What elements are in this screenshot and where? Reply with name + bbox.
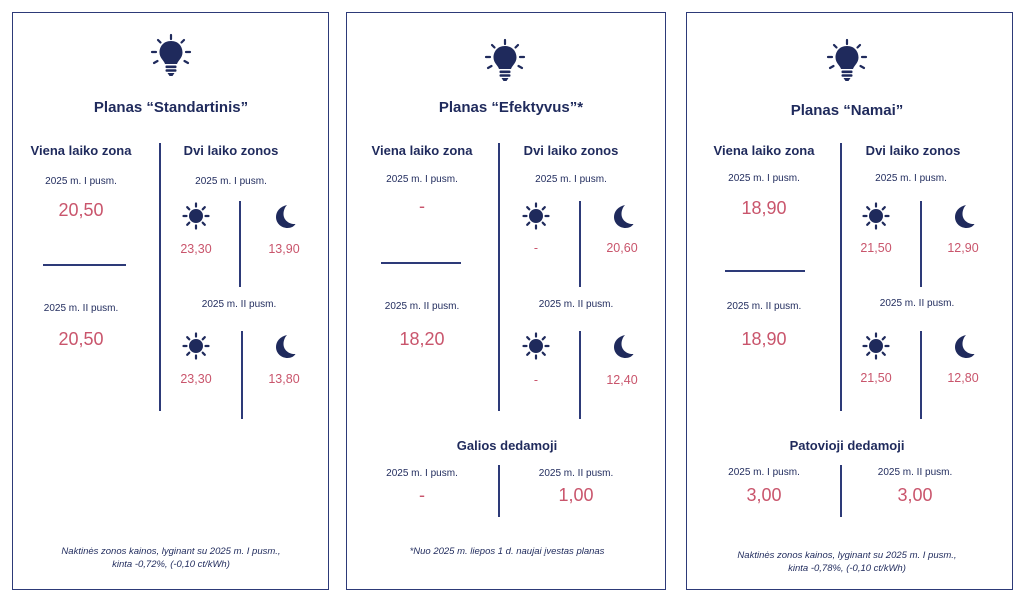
- component-price: 3,00: [897, 485, 933, 505]
- period-separator: [43, 264, 126, 266]
- two-zone-heading: Dvi laiko zonos: [183, 143, 279, 158]
- one-zone-price: 20,50: [58, 329, 104, 349]
- sun-icon: [862, 202, 890, 230]
- period-separator: [381, 262, 461, 264]
- note-line: Naktinės zonos kainos, lyginant su 2025 m. I pusm.,: [61, 546, 281, 557]
- column-divider: [159, 143, 161, 411]
- plan-title: Planas “Namai”: [790, 102, 904, 119]
- night-price: 12,90: [947, 241, 979, 255]
- component-divider: [498, 465, 500, 517]
- day-night-divider: [920, 331, 922, 419]
- period-label: 2025 m. I pusm.: [386, 468, 458, 479]
- period-label: 2025 m. II pusm.: [877, 467, 953, 478]
- day-price: -: [533, 241, 539, 255]
- plan-title: Planas “Standartinis”: [93, 99, 249, 116]
- period-label: 2025 m. II pusm.: [43, 303, 119, 314]
- night-price: 12,80: [947, 371, 979, 385]
- moon-icon: [949, 332, 977, 360]
- price-change-note: [692, 549, 1002, 575]
- lightbulb-icon: [825, 38, 869, 82]
- component-price: 1,00: [558, 485, 594, 505]
- one-zone-heading: Viena laiko zona: [30, 143, 132, 158]
- day-price: 23,30: [180, 242, 212, 256]
- plan-card-namai: [686, 12, 1013, 590]
- period-separator: [725, 270, 805, 272]
- day-night-divider: [239, 201, 241, 287]
- two-zone-heading: Dvi laiko zonos: [523, 143, 619, 158]
- sun-icon: [862, 332, 890, 360]
- one-zone-price: 18,90: [741, 198, 787, 218]
- plan-title: Planas “Efektyvus”*: [438, 99, 584, 116]
- period-label: 2025 m. I pusm.: [535, 174, 607, 185]
- lightbulb-icon: [149, 33, 193, 77]
- moon-icon: [608, 202, 636, 230]
- column-divider: [840, 143, 842, 411]
- night-price: 13,90: [268, 242, 300, 256]
- day-price: 21,50: [860, 241, 892, 255]
- one-zone-price: 18,90: [741, 329, 787, 349]
- day-price: -: [533, 373, 539, 387]
- component-price: 3,00: [746, 485, 782, 505]
- moon-icon: [949, 202, 977, 230]
- note-line: kinta -0,72%, (-0,10 ct/kWh): [112, 559, 230, 570]
- period-label: 2025 m. II pusm.: [538, 468, 614, 479]
- plan-card-standartinis: [12, 12, 329, 590]
- note-line: Naktinės zonos kainos, lyginant su 2025 m. I pusm.,: [737, 550, 957, 561]
- one-zone-heading: Viena laiko zona: [371, 143, 473, 158]
- price-change-note: [21, 545, 321, 571]
- day-price: 21,50: [860, 371, 892, 385]
- day-night-divider: [241, 331, 243, 419]
- period-label: 2025 m. I pusm.: [728, 467, 800, 478]
- moon-icon: [270, 202, 298, 230]
- moon-icon: [608, 332, 636, 360]
- period-label: 2025 m. II pusm.: [384, 301, 460, 312]
- period-label: 2025 m. I pusm.: [45, 176, 117, 187]
- plan-card-efektyvus: [346, 12, 666, 590]
- sun-icon: [522, 202, 550, 230]
- period-label: 2025 m. II pusm.: [726, 301, 802, 312]
- footnote: [357, 545, 657, 558]
- sun-icon: [182, 202, 210, 230]
- day-night-divider: [579, 331, 581, 419]
- sun-icon: [182, 332, 210, 360]
- period-label: 2025 m. II pusm.: [879, 298, 955, 309]
- column-divider: [498, 143, 500, 411]
- day-night-divider: [920, 201, 922, 287]
- period-label: 2025 m. II pusm.: [538, 299, 614, 310]
- component-heading: Galios dedamoji: [456, 438, 558, 453]
- component-price: -: [419, 485, 425, 505]
- period-label: 2025 m. II pusm.: [201, 299, 277, 310]
- night-price: 20,60: [606, 241, 638, 255]
- one-zone-heading: Viena laiko zona: [713, 143, 815, 158]
- component-divider: [840, 465, 842, 517]
- moon-icon: [270, 332, 298, 360]
- component-heading: Patovioji dedamoji: [789, 438, 905, 453]
- note-line: *Nuo 2025 m. liepos 1 d. naujai įvestas planas: [409, 546, 605, 557]
- period-label: 2025 m. I pusm.: [386, 174, 458, 185]
- period-label: 2025 m. I pusm.: [195, 176, 267, 187]
- night-price: 12,40: [606, 373, 638, 387]
- period-label: 2025 m. I pusm.: [728, 173, 800, 184]
- day-price: 23,30: [180, 372, 212, 386]
- sun-icon: [522, 332, 550, 360]
- one-zone-price: 18,20: [399, 329, 445, 349]
- period-label: 2025 m. I pusm.: [875, 173, 947, 184]
- note-line: kinta -0,78%, (-0,10 ct/kWh): [788, 563, 906, 574]
- lightbulb-icon: [483, 38, 527, 82]
- day-night-divider: [579, 201, 581, 287]
- one-zone-price: -: [419, 196, 425, 216]
- one-zone-price: 20,50: [58, 200, 104, 220]
- two-zone-heading: Dvi laiko zonos: [865, 143, 961, 158]
- night-price: 13,80: [268, 372, 300, 386]
